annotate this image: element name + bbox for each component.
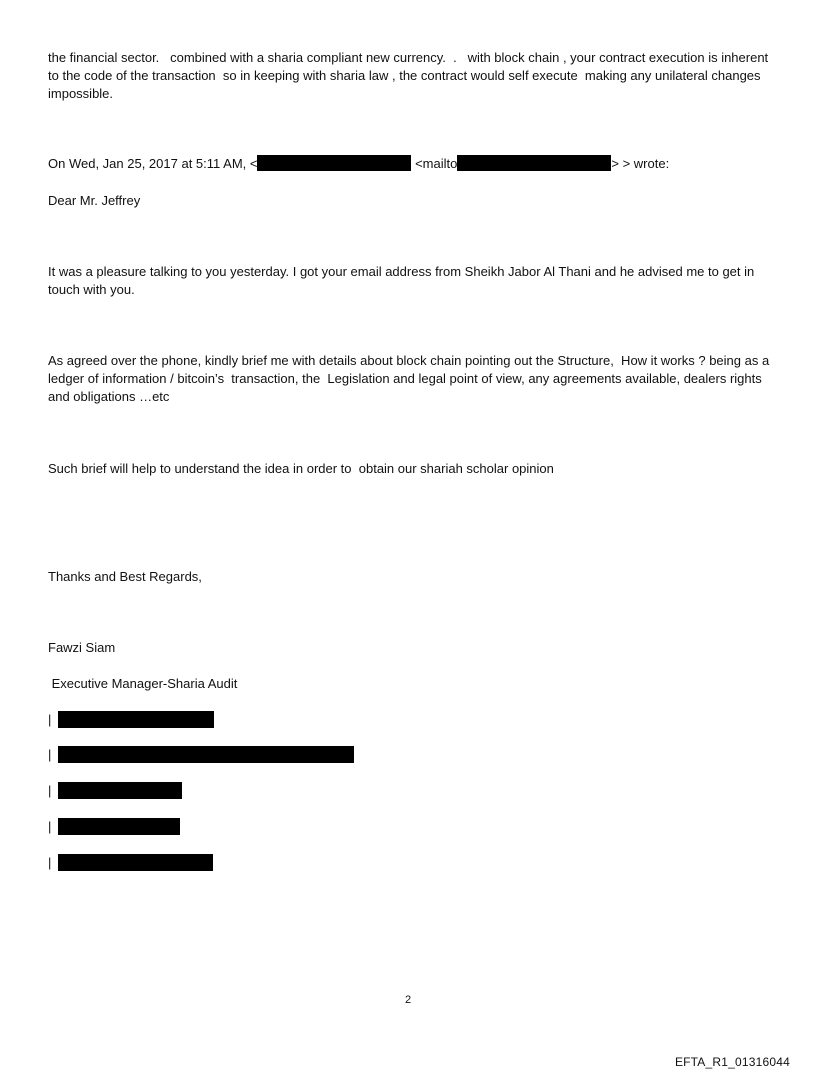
signature-redacted-line [48, 854, 58, 871]
quote-header-mailto: <mailto [415, 156, 458, 171]
redacted-sender-name [257, 155, 411, 171]
page-number: 2 [404, 994, 412, 1006]
quote-header-prefix: On Wed, Jan 25, 2017 at 5:11 AM, < [48, 156, 258, 171]
body-paragraph-1: It was a pleasure talking to you yesterday. I got your email address from Sheikh Jabor Al Thani and he advised me to get in touch with you. [48, 264, 758, 297]
redacted-block [58, 854, 213, 871]
signature-redacted-line [48, 818, 58, 835]
signature-redacted-line [48, 782, 58, 799]
body-paragraph-2: As agreed over the phone, kindly brief me with details about block chain pointing out the Structure, How it works ? being as a ledger of information / bitcoin’s transaction, the Legislation and legal point of view, any agreements available, dealers rights and obligations …etc [48, 353, 773, 404]
separator-bar: | [48, 783, 52, 798]
signature-redacted-line [48, 711, 58, 728]
quote-header-suffix: > > wrote: [611, 156, 670, 171]
signature-redacted-line [48, 746, 58, 763]
salutation: Dear Mr. Jeffrey [48, 193, 141, 208]
document-id: EFTA_R1_01316044 [674, 1055, 790, 1069]
separator-bar: | [48, 855, 52, 870]
quote-header [48, 155, 773, 173]
signature-name: Fawzi Siam [48, 640, 116, 655]
signature-title: Executive Manager-Sharia Audit [48, 676, 238, 691]
body-paragraph-3: Such brief will help to understand the idea in order to obtain our shariah scholar opinion [48, 461, 554, 476]
separator-bar: | [48, 712, 52, 727]
redacted-block [58, 818, 180, 835]
separator-bar: | [48, 819, 52, 834]
closing: Thanks and Best Regards, [48, 569, 202, 584]
redacted-block [58, 782, 182, 799]
separator-bar: | [48, 747, 52, 762]
redacted-block [58, 746, 354, 763]
redacted-sender-email [457, 155, 611, 171]
intro-paragraph: the financial sector. combined with a sharia compliant new currency. . with block chain , your contract execution is inherent to the code of the transaction so in keeping with sharia law , the contract would self execute making any unilateral changes impossible. [48, 50, 772, 101]
redacted-block [58, 711, 214, 728]
